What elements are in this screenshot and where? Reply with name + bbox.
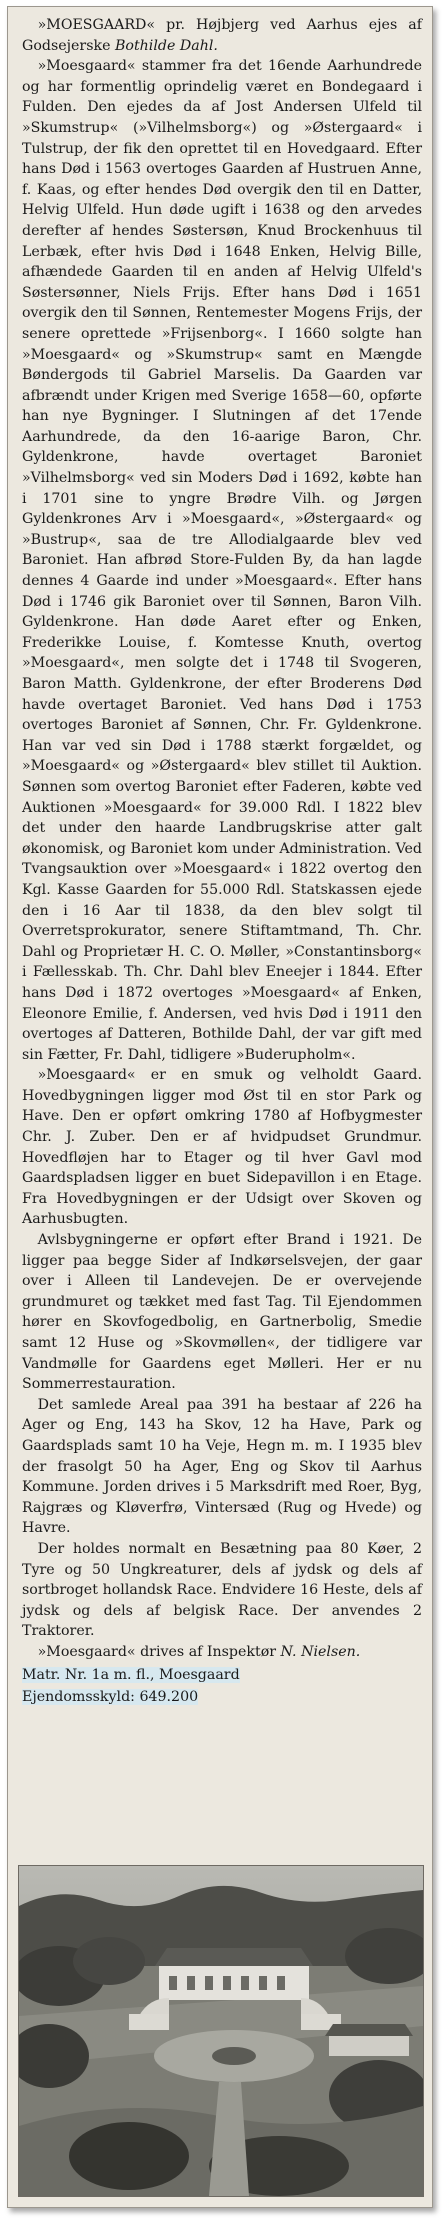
article-text	[22, 15, 422, 1708]
aerial-photo	[18, 1865, 424, 2197]
cadastral-number: Matr. Nr. 1a m. fl., Moesgaard	[22, 1666, 240, 1683]
paragraph-main-building: »Moesgaard« er en smuk og velholdt Gaard. Hovedbygningen ligger mod Øst til en stor Park og Have. Den er opført omkring 1780 af Hofbygmester Chr. J. Zuber. Den er af hvidpudset Grundmur. Hovedfløjen har to Etager og til hver Gavl mod Gaardspladsen ligger en buet Sidepavillon i en Etage. Fra Hovedbygningen er der Udsigt over Skoven og Aarhusbugten.	[22, 1067, 422, 1228]
newspaper-clipping	[7, 6, 433, 2208]
paragraph-farm-buildings: Avlsbygningerne er opført efter Brand i 1921. De ligger paa begge Sider af Indkørselsvejen, der gaar over i Alleen til Landevejen. De er overvejende grundmuret og tækket med fast Tag. Til Ejendommen hører en Skovfogedbolig, en Gartnerbolig, Smedie samt 12 Huse og »Skovmøllen«, der tidligere var Vandmølle for Gaardens eget Mølleri. Her er nu Sommerrestauration.	[22, 1232, 422, 1393]
paragraph-history: »Moesgaard« stammer fra det 16ende Aarhundrede og har formentlig oprindelig været en Bondegaard i Fulden. Den ejedes da af Jost Andersen Ulfeld til »Skumstrup« (»Vilhelmsborg«) og »Østergaard« i Tulstrup, der fik den oprettet til en Hovedgaard. Efter hans Død i 1563 overtoges Gaarden af Hustruen Anne, f. Kaas, og efter hendes Død overgik den til en Datter, Helvig Ulfeld. Hun døde ugift i 1638 og den arvedes derefter af hendes Søstersøn, Knud Brockenhuus til Lerbæk, efter hvis Død i 1648 Enken, Helvig Bille, afhændede Gaarden til en anden af Helvig Ulfeld's Søstersønner, Niels Frijs. Efter hans Død i 1651 overgik den til Sønnen, Rentemester Mogens Frijs, der senere oprettede »Frijsenborg«. I 1660 solgte han »Moesgaard« og »Skumstrup« samt en Mængde Bøndergods til Gabriel Marselis. Da Gaarden var afbrændt under Krigen med Sverige 1658—60, opførte han nye Bygninger. I Slutningen af det 17ende Aarhundrede, da den 16-aarige Baron, Chr. Gyldenkrone, havde overtaget Baroniet »Vilhelmsborg« ved sin Moders Død i 1692, købte han i 1701 sine to yngre Brødre Vilh. og Jørgen Gyldenkrones Arv i »Moesgaard«, »Østergaard« og »Bustrup«, saa de tre Allodialgaarde blev ved Baroniet. Han afbrød Store-Fulden By, da han lagde dennes 4 Gaarde ind under »Moesgaard«. Efter hans Død i 1746 gik Baroniet over til Sønnen, Baron Vilh. Gyldenkrone. Han døde Aaret efter og Enken, Frederikke Louise, f. Komtesse Knuth, overtog »Moesgaard«, men solgte det i 1748 til Svogeren, Baron Matth. Gyldenkrone, der efter Broderens Død havde overtaget Baroniet. Ved hans Død i 1753 overtoges Baroniet af Sønnen, Chr. Fr. Gyldenkrone. Han var ved sin Død i 1788 stærkt forgældet, og »Moesgaard« og »Østergaard« blev stillet til Auktion. Sønnen som overtog Baroniet efter Faderen, købte ved Auktionen »Moesgaard« for 39.000 Rdl. I 1822 blev det under den haarde Landbrugskrise atter galt økonomisk, og Baroniet kom under Administration. Ved Tvangsauktion over »Moesgaard« i 1822 overtog den Kgl. Kasse Gaarden for 55.000 Rdl. Statskassen ejede den i 16 Aar til 1838, da den blev solgt til Overretsprokurator, senere Stiftamtmand, Th. Chr. Dahl og Proprietær H. C. O. Møller, »Constantinsborg« i Fællesskab. Th. Chr. Dahl blev Eneejer i 1844. Efter hans Død i 1872 overtoges »Moesgaard« af Enken, Eleonore Emilie, f. Andersen, ved hvis Død i 1911 den overtoges af Datteren, Bothilde Dahl, der var gift med sin Fætter, Fr. Dahl, tidligere »Buderupholm«.	[22, 58, 422, 1063]
manager-name: N. Nielsen.	[280, 1643, 361, 1660]
aerial-photo-image	[19, 1866, 423, 2196]
paragraph-owner: »MOESGAARD« pr. Højbjerg ved Aarhus ejes af Godsejerske Bothilde Dahl.	[22, 17, 422, 54]
property-valuation: Ejendomsskyld: 649.200	[22, 1689, 199, 1706]
paragraph-manager: »Moesgaard« drives af Inspektør N. Nielsen.	[37, 1643, 361, 1660]
paragraph-livestock: Der holdes normalt en Besætning paa 80 Køer, 2 Tyre og 50 Ungkreaturer, dels af jydsk og dels af sortbroget hollandsk Race. Endvidere 16 Heste, dels af jydsk og dels af belgisk Race. Der anvendes 2 Traktorer.	[22, 1540, 422, 1640]
owner-name: Bothilde Dahl.	[115, 37, 218, 54]
paragraph-area: Det samlede Areal paa 391 ha bestaar af 226 ha Ager og Eng, 143 ha Skov, 12 ha Have, Park og Gaardsplads samt 10 ha Veje, Hegn m. m. I 1935 blev der frasolgt 50 ha Ager, Eng og Skov til Aarhus Kommune. Jorden drives i 5 Marksdrift med Roer, Byg, Rajgræs og Kløverfrø, Vintersæd (Rug og Hvede) og Havre.	[22, 1396, 422, 1537]
